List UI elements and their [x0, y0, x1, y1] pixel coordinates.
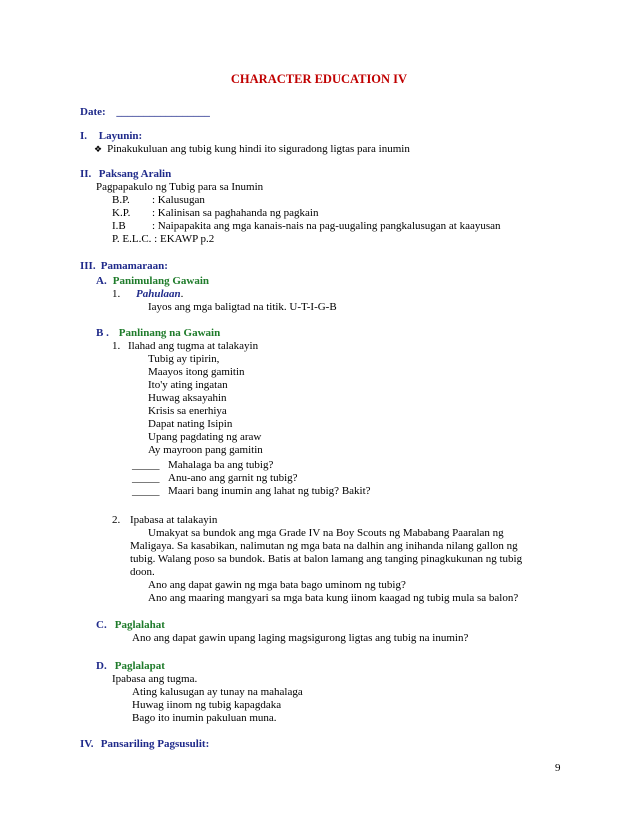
- subsection-c-title: Paglalahat: [114, 619, 165, 631]
- topic-line: Pagpapakulo ng Tubig para sa Inumin: [96, 181, 264, 193]
- poem-line: Dapat nating Isipin: [148, 418, 233, 430]
- item-number: 1.: [112, 288, 121, 300]
- question-line: [132, 472, 298, 485]
- objective-text: Pinakukuluan ang tubig kung hindi ito siguradong ligtas para inumin: [107, 143, 410, 155]
- section-iii-number: III.: [80, 260, 96, 272]
- row-key: K.P.: [112, 207, 131, 219]
- poem-line: Huwag aksayahin: [148, 392, 227, 404]
- date-blank: _________________: [116, 106, 210, 118]
- date-label: Date:: [80, 106, 106, 118]
- item-number: 2.: [112, 514, 121, 526]
- answer-blank: _____: [132, 459, 160, 471]
- story-question: Ano ang dapat gawin ng mga bata bago uminom ng tubig?: [148, 579, 406, 591]
- poem-instruction: Ilahad ang tugma at talakayin: [128, 340, 259, 352]
- question-text: Maari bang inumin ang lahat ng tubig? Bakit?: [168, 485, 371, 497]
- section-iv-heading: [80, 738, 209, 751]
- subsection-a-title: Panimulang Gawain: [112, 275, 210, 287]
- page-number: 9: [555, 762, 561, 774]
- story-instruction: Ipabasa at talakayin: [130, 514, 218, 526]
- poem-line: Maayos itong gamitin: [148, 366, 245, 378]
- row-value: : Naipapakita ang mga kanais-nais na pag-uugaling pangkalusugan at kaayusan: [152, 220, 501, 232]
- section-iv-number: IV.: [80, 738, 94, 750]
- subsection-d-letter: D.: [96, 660, 107, 672]
- section-ii-title: Paksang Aralin: [98, 168, 172, 180]
- application-line: Huwag iinom ng tubig kapagdaka: [132, 699, 282, 711]
- question-line: [132, 459, 273, 472]
- poem-line: Upang pagdating ng araw: [148, 431, 262, 443]
- section-iii-title: Pamamaraan:: [100, 260, 168, 272]
- answer-blank: _____: [132, 485, 160, 497]
- poem-line: Krisis sa enerhiya: [148, 405, 227, 417]
- document-title: CHARACTER EDUCATION IV: [230, 72, 408, 86]
- story-line: tubig. Walang poso sa bundok. Batis at balon lamang ang tanging pinagkukunan ng tubig: [130, 553, 523, 565]
- question-text: Anu-ano ang garnit ng tubig?: [168, 472, 298, 484]
- date-line: [80, 106, 210, 119]
- section-i-number: I.: [80, 130, 88, 142]
- section-iv-title: Pansariling Pagsusulit:: [100, 738, 210, 750]
- subsection-d-title: Paglalapat: [114, 660, 165, 672]
- subsection-b-letter: B .: [96, 327, 109, 339]
- section-ii-number: II.: [80, 168, 92, 180]
- answer-blank: _____: [132, 472, 160, 484]
- subsection-d-heading: [96, 660, 165, 673]
- pelc-line: P. E.L.C. : EKAWP p.2: [112, 233, 215, 245]
- application-line: Bago ito inumin pakuluan muna.: [132, 712, 277, 724]
- riddle-dot: .: [180, 288, 184, 300]
- subsection-a-heading: [96, 275, 209, 288]
- section-iii-heading: [80, 260, 168, 273]
- subject-row-kp: [112, 207, 318, 220]
- objective-bullet: [94, 143, 410, 156]
- poem-item: [112, 340, 258, 353]
- subject-row-bp: [112, 194, 205, 207]
- poem-line: Tubig ay tipirin,: [148, 353, 220, 365]
- application-line: Ating kalusugan ay tunay na mahalaga: [132, 686, 303, 698]
- section-i-title: Layunin:: [98, 130, 143, 142]
- riddle-instruction: Iayos ang mga baligtad na titik. U-T-I-G-B: [148, 301, 337, 313]
- row-value: : Kalinisan sa paghahanda ng pagkain: [152, 207, 319, 219]
- generalization-question: Ano ang dapat gawin upang laging magsigurong ligtas ang tubig na inumin?: [132, 632, 469, 644]
- subsection-a-letter: A.: [96, 275, 107, 287]
- application-intro: Ipabasa ang tugma.: [112, 673, 198, 685]
- riddle-label: Pahulaan: [136, 288, 181, 300]
- item-number: 1.: [112, 340, 121, 352]
- story-line: Umakyat sa bundok ang mga Grade IV na Boy Scouts ng Mababang Paaralan ng: [148, 527, 504, 539]
- diamond-bullet-icon: ❖: [94, 144, 103, 154]
- row-value: : Kalusugan: [152, 194, 205, 206]
- row-key: B.P.: [112, 194, 130, 206]
- question-text: Mahalaga ba ang tubig?: [168, 459, 274, 471]
- subsection-c-letter: C.: [96, 619, 107, 631]
- row-key: I.B: [112, 220, 126, 232]
- subsection-c-heading: [96, 619, 165, 632]
- subject-row-ib: [112, 220, 501, 233]
- section-i-heading: [80, 130, 142, 143]
- story-question: Ano ang maaring mangyari sa mga bata kung iinom kaagad ng tubig mula sa balon?: [148, 592, 519, 604]
- subsection-b-heading: [96, 327, 220, 340]
- section-ii-heading: [80, 168, 171, 181]
- poem-line: Ay mayroon pang gamitin: [148, 444, 263, 456]
- story-item: [112, 514, 217, 527]
- poem-line: Ito'y ating ingatan: [148, 379, 228, 391]
- story-line: Maligaya. Sa kasabikan, nalimutan ng mga bata na dalhin ang inihanda nilang gallon ng: [130, 540, 518, 552]
- question-line: [132, 485, 371, 498]
- subsection-b-title: Panlinang na Gawain: [118, 327, 221, 339]
- riddle-item: [112, 288, 183, 301]
- story-line: doon.: [130, 566, 155, 578]
